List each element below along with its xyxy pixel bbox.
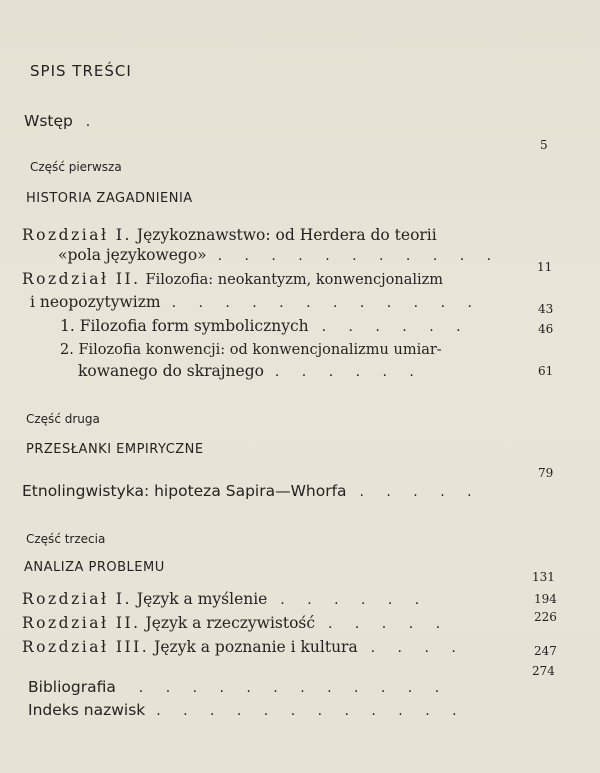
entry-label: Bibliografia [28,678,116,696]
chapter-title-cont: «pola językowego» [58,246,207,264]
toc-chapter-2 [22,270,443,288]
entry-label: Wstęp [24,112,73,130]
part-heading: PRZESŁANKI EMPIRYCZNE [26,442,204,457]
page-number: 11 [537,260,553,274]
toc-title: SPIS TREŚCI [30,62,132,80]
toc-subsection-2 [60,340,442,358]
leader-dots: . . . . . . . . . . . . [156,703,466,719]
toc-entry-bibliography [28,678,448,696]
page-number: 43 [538,302,554,316]
toc-subsection-1 [60,317,470,335]
subsection-title: 1. Filozofia form symbolicznych [60,317,309,335]
toc-entry-ethnolinguistics [22,482,481,500]
toc-entry-intro [24,112,99,130]
toc-chapter-1 [22,226,437,244]
page-number: 79 [538,466,554,480]
page-number: 5 [540,138,548,152]
page-number: 194 [534,592,557,606]
page-number: 46 [538,322,554,336]
chapter-prefix: Rozdział III. [22,638,150,656]
chapter-title: Filozofia: neokantyzm, konwencjonalizm [145,272,444,288]
toc-chapter-p3-1 [22,590,428,608]
chapter-title: Językoznawstwo: od Herdera do teorii [136,226,437,244]
page-number: 226 [534,610,557,624]
chapter-prefix: Rozdział II. [22,614,141,632]
part-label: Część druga [26,412,100,426]
part-heading: HISTORIA ZAGADNIENIA [26,191,193,206]
entry-label: Etnolingwistyka: hipoteza Sapira—Whorfa [22,482,347,500]
toc-entry-index [28,701,466,719]
toc-chapter-2-cont [30,293,481,311]
chapter-prefix: Rozdział II. [22,270,141,288]
chapter-title: Język a myślenie [136,590,268,608]
leader-dots: . . . . . . . . . . . [217,248,501,264]
leader-dots: . . . . . [328,616,450,632]
page-number: 247 [534,644,557,658]
toc-chapter-1-cont [58,246,500,264]
part-heading: ANALIZA PROBLEMU [24,560,165,575]
entry-label: Indeks nazwisk [28,701,146,719]
page-number: 274 [532,664,555,678]
toc-chapter-p3-3 [22,638,465,656]
subsection-title-cont: kowanego do skrajnego [78,362,264,380]
leader-dots: . . . . . . . . . . . . [171,295,481,311]
part-label: Część pierwsza [30,160,122,174]
leader-dots: . [85,114,100,130]
chapter-title: Język a rzeczywistość [145,614,316,632]
toc-subsection-2-cont [78,362,423,380]
chapter-prefix: Rozdział I. [22,226,132,244]
chapter-prefix: Rozdział I. [22,590,132,608]
leader-dots: . . . . . . . . . . . . [138,680,449,696]
leader-dots: . . . . [370,640,465,656]
leader-dots: . . . . . [359,484,481,500]
page-number: 61 [538,364,554,378]
leader-dots: . . . . . . [274,364,423,380]
page-number: 131 [532,570,555,584]
chapter-title: Język a poznanie i kultura [154,638,358,656]
subsection-title: 2. Filozofia konwencji: od konwencjonalizmu umiar- [60,342,442,358]
leader-dots: . . . . . . [280,592,429,608]
leader-dots: . . . . . . [321,319,470,335]
chapter-title-cont: i neopozytywizm [30,293,161,311]
part-label: Część trzecia [26,532,106,546]
toc-chapter-p3-2 [22,614,449,632]
